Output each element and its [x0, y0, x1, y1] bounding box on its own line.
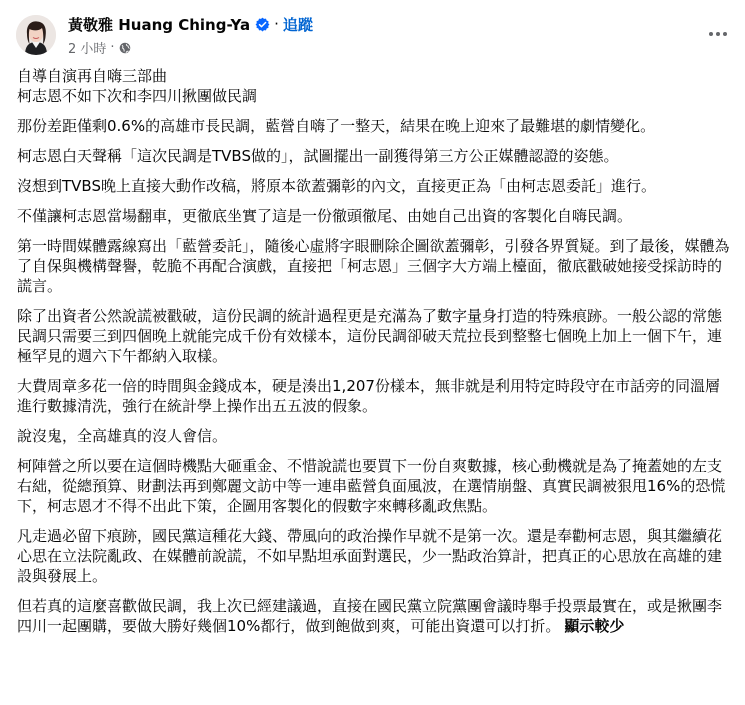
public-globe-icon[interactable] [119, 42, 131, 54]
post-paragraph-12 [17, 596, 731, 636]
post-line: 柯志恩不如下次和李四川揪團做民調 [17, 87, 258, 105]
post-paragraph-4: 沒想到TVBS晚上直接大動作改稿，將原本欲蓋彌彰的內文，直接更正為「由柯志恩委託」進行。 [17, 177, 656, 195]
post-paragraph-9: 說沒鬼，全高雄真的沒人會信。 [17, 427, 228, 445]
meta-separator: · [110, 40, 115, 55]
post-line: 自導自演再自嗨三部曲 [17, 67, 168, 85]
avatar-image [16, 15, 56, 55]
post-paragraph-8: 大費周章多花一倍的時間與金錢成本，硬是湊出1,207份樣本，無非就是利用特定時段守在市話旁的同溫層進行數據清洗，強行在統計學上操作出五五波的假象。 [17, 377, 720, 415]
see-less-button[interactable]: 顯示較少 [564, 617, 625, 635]
post-paragraph-7: 除了出資者公然說謊被戳破，這份民調的統計過程更是充滿為了數字量身打造的特殊痕跡。一般公認的常態民調只需要三到四個晚上就能完成千份有效樣本，這份民調卻破天荒拉長到整整七個晚上加上一個下午，連極罕見的週六下午都納入取樣。 [17, 307, 723, 365]
name-separator: · [274, 15, 279, 33]
post-timestamp[interactable]: 2 小時 [68, 42, 107, 57]
more-options-icon[interactable] [705, 24, 731, 44]
post-paragraph-11: 凡走過必留下痕跡，國民黨這種花大錢、帶風向的政治操作早就不是第一次。還是奉勸柯志恩，與其繼續花心思在立法院亂政、在媒體前說謊，不如早點坦承面對選民，少一點政治算計，把真正的心思放在高雄的建設與發展上。 [17, 527, 723, 585]
post-meta [68, 38, 131, 57]
author-row [68, 14, 313, 34]
post-paragraph-3: 柯志恩白天聲稱「這次民調是TVBS做的」，試圖擺出一副獲得第三方公正媒體認證的姿態。 [17, 147, 619, 165]
post-paragraph-6: 第一時間媒體露線寫出「藍營委託」，隨後心虛將字眼刪除企圖欲蓋彌彰，引發各界質疑。到了最後，媒體為了自保與機構聲譽，乾脆不再配合演戲，直接把「柯志恩」三個字大方端上檯面，徹底戳破她接受採訪時的謊言。 [17, 237, 730, 295]
verified-badge-icon [255, 17, 270, 32]
author-name[interactable]: 黃敬雅 Huang Ching-Ya [68, 15, 251, 34]
post-line: 但若真的這麼喜歡做民調，我上次已經建議過，直接在國民黨立院黨團會議時舉手投票最實在，或是揪團李四川一起團購，要做大勝好幾個10%都行，做到飽做到爽，可能出資還可以打折。 [17, 597, 723, 635]
post-paragraph-10: 柯陣營之所以要在這個時機點大砸重金、不惜說謊也要買下一份自爽數據，核心動機就是為了掩蓋她的左支右絀，從總預算、財劃法再到鄭麗文訪中等一連串藍營負面風波，在選情崩盤、真實民調被狠甩16%的恐慌下，柯志恩才不得不出此下策，企圖用客製化的假數字來轉移亂政焦點。 [17, 457, 726, 515]
post-paragraph-2: 那份差距僅剩0.6%的高雄市長民調，藍營自嗨了一整天，結果在晚上迎來了最難堪的劇情變化。 [17, 117, 656, 135]
post-paragraph-1 [17, 66, 731, 106]
post-body [17, 66, 731, 646]
post-paragraph-5: 不僅讓柯志恩當場翻車，更徹底坐實了這是一份徹頭徹尾、由她自己出資的客製化自嗨民調。 [17, 207, 633, 225]
follow-button[interactable]: 追蹤 [282, 15, 313, 34]
post-header [0, 0, 745, 66]
author-avatar[interactable] [16, 15, 56, 55]
